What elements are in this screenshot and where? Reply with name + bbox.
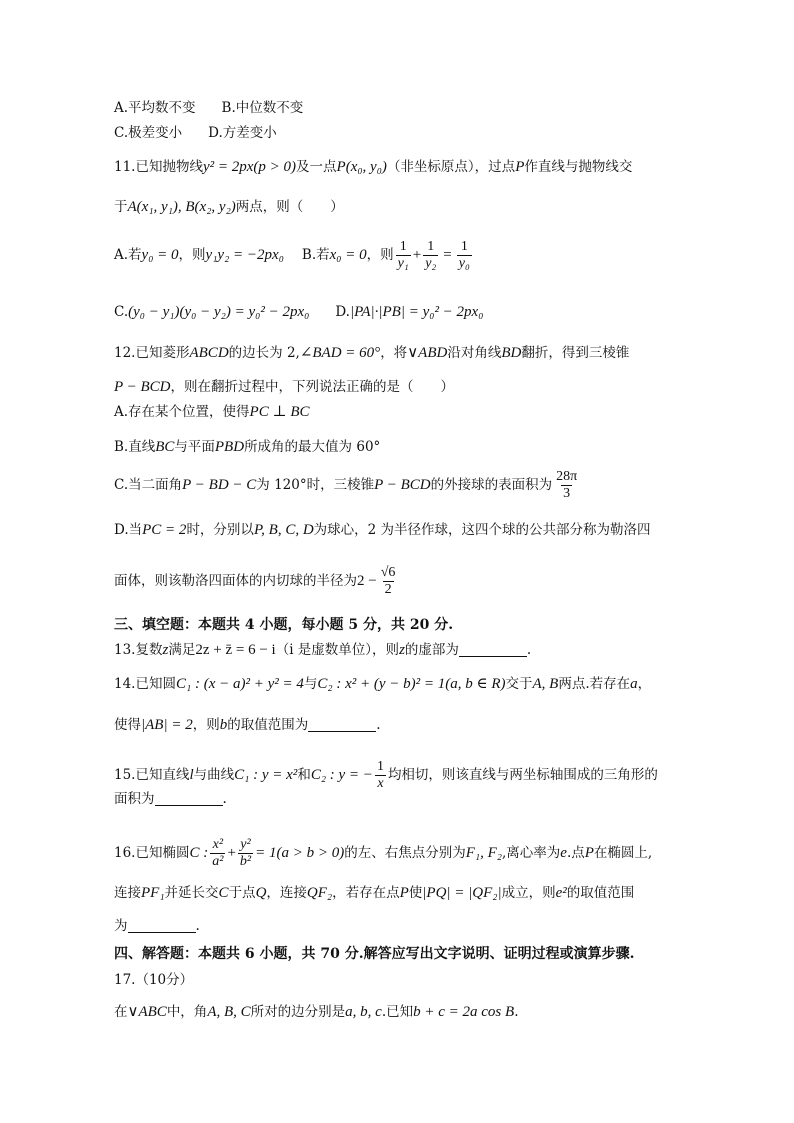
q16-line2 xyxy=(114,886,634,901)
q16-text: 于点 xyxy=(228,884,256,901)
q17-line xyxy=(114,1005,518,1020)
q16-text: 连接 xyxy=(114,884,141,901)
q13-answer-blank[interactable] xyxy=(459,644,527,657)
q15-text: 面积为 xyxy=(114,791,155,807)
q17-text: 中，角 xyxy=(166,1003,208,1020)
q16-text: ，连接 xyxy=(266,884,307,901)
q14-text: 交于 xyxy=(505,675,533,692)
q12-pbd: PBD xyxy=(214,439,245,455)
q17-text: 所对的边分别是 xyxy=(250,1003,346,1020)
q16-text: 16.已知椭圆 xyxy=(114,844,190,861)
q11-plus: + xyxy=(412,247,422,263)
q15-curve-2: C₂ : y = − xyxy=(310,767,373,783)
q11-option-b-cond: x₀ = 0 xyxy=(329,247,367,263)
q12-option-c xyxy=(114,470,581,501)
q12-option-d xyxy=(114,523,651,538)
q12-stem-line2 xyxy=(114,380,454,395)
q12-option-d-line2 xyxy=(114,566,399,597)
q16-text: 的取值范围 xyxy=(566,884,635,901)
q16-qf2: QF₂ xyxy=(306,885,333,901)
q12-points: P, B, C, D xyxy=(253,522,314,538)
q16-text: 使 xyxy=(408,884,423,901)
q10-options-row2 xyxy=(114,127,277,141)
q16-q: Q xyxy=(255,885,267,901)
q16-p: P xyxy=(584,845,594,861)
q11-text: ，则 xyxy=(366,246,394,263)
q16-e: e xyxy=(560,845,567,861)
q14-answer-blank[interactable] xyxy=(308,719,376,732)
q11-option-b-label: B.若 xyxy=(301,246,330,263)
q14-line xyxy=(114,677,651,692)
q12-fraction-area: $\frac{28\pi}{3}$ xyxy=(556,469,578,501)
q11-text: 11.已知抛物线 xyxy=(114,158,203,175)
q17-label: 17.（10分） xyxy=(114,972,194,988)
q14-text: 的取值范围为 xyxy=(227,716,309,733)
q16-fraction-y: $\frac{\text{y²}}{\text{b²}}$ xyxy=(239,837,252,869)
q12-text: 所成角的最大值为 60° xyxy=(244,438,381,455)
q12-option-b xyxy=(114,440,380,455)
q14-a: a xyxy=(630,676,638,692)
q12-text: B.直线 xyxy=(114,438,156,455)
q16-text: 成立，则 xyxy=(501,884,556,901)
q12-text: 12.已知菱形 xyxy=(114,344,190,361)
q12-text: 为 120°时，三棱锥 xyxy=(256,476,375,493)
q12-text: 面体，则该勒洛四面体的内切球的半径为 xyxy=(114,572,357,589)
q16-pf1: PF₁ xyxy=(141,885,165,901)
q10-options-row1 xyxy=(114,102,303,116)
q16-p: P xyxy=(399,885,409,901)
q16-c: C : xyxy=(189,845,209,861)
q14-text: 与 xyxy=(303,675,318,692)
q16-text: 并延长交 xyxy=(164,884,219,901)
q16-e-squared: e² xyxy=(555,885,567,901)
q12-text: 时，分别以 xyxy=(186,521,254,538)
q12-abcd: ABCD xyxy=(189,345,229,361)
q15-text: 和 xyxy=(297,766,311,783)
q12-text: D.当 xyxy=(114,521,143,538)
q16-plus: + xyxy=(227,845,236,861)
q13-text: 13.复数 xyxy=(114,641,163,658)
q14-circle-1: C₁ : (x − a)² + y² = 4 xyxy=(175,676,304,692)
q11-fraction-1: $\frac{1}{\text{y₁}}$ xyxy=(397,239,409,271)
q12-text: 的外接球的表面积为 xyxy=(430,476,553,493)
q11-option-a-label: A.若 xyxy=(114,246,142,263)
q13-text: 的虚部为 xyxy=(404,641,459,658)
q14-text: 使得 xyxy=(114,716,141,733)
q14-text: ，则 xyxy=(192,716,220,733)
q16-condition: |PQ| = |QF₂| xyxy=(422,885,502,901)
q12-bd: BD xyxy=(501,345,522,361)
q16-text: 的左、右焦点分别为 xyxy=(344,844,466,861)
q12-pc-eq: PC = 2 xyxy=(142,522,187,538)
q17-angles: A, B, C xyxy=(207,1004,251,1020)
q15-text: 均相切，则该直线与两坐标轴围成的三角形的 xyxy=(387,766,658,783)
q11-option-c-expr: (y₀ − y₁)(y₀ − y₂) = y₀² − 2px₀ xyxy=(128,304,310,320)
q12-text: 翻折，得到三棱锥 xyxy=(521,344,630,361)
q15-curve-1: C₁ : y = x² xyxy=(234,767,298,783)
q12-text: C.当二面角 xyxy=(114,476,183,493)
q15-text: 15.已知直线 xyxy=(114,766,190,783)
q15-answer-blank[interactable] xyxy=(155,793,223,806)
q16-text: .点 xyxy=(566,844,585,861)
q14-ab: A, B xyxy=(532,676,559,692)
q16-ellipse-rest: = 1(a > b > 0) xyxy=(255,845,345,861)
q11-parabola-eq: y² = 2px(p > 0) xyxy=(202,159,297,175)
q16-text: ,离心率为 xyxy=(501,844,561,861)
q17-triangle: ∨ABC xyxy=(127,1004,167,1020)
q12-pbcd: P − BCD xyxy=(114,379,171,395)
q10-option-b: B.中位数不变 xyxy=(221,100,304,116)
q11-fraction-3: $\frac{1}{\text{y₀}}$ xyxy=(458,239,470,271)
q12-text: 沿对角线 xyxy=(447,344,502,361)
q12-text: 与平面 xyxy=(174,438,215,455)
q11-options-cd xyxy=(114,305,483,320)
q15-line xyxy=(114,760,658,791)
q17-equation: b + c = 2a cos B xyxy=(413,1004,515,1020)
q16-answer-blank[interactable] xyxy=(128,920,196,933)
q13-z: z xyxy=(399,642,405,658)
q12-pbcd: P − BCD xyxy=(374,477,431,493)
q14-b: b xyxy=(219,717,228,733)
q12-fraction-radius: $\frac{√6}{2}$ xyxy=(380,565,396,597)
q14-circle-2: C₂ : x² + (y − b)² = 1(a, b ∈ R) xyxy=(317,676,506,692)
q11-text: 及一点 xyxy=(296,158,337,175)
q14-ab-eq: |AB| = 2 xyxy=(141,717,193,733)
q11-text: 作直线与抛物线交 xyxy=(524,158,633,175)
q16-foci: F₁, F₂ xyxy=(465,845,502,861)
q17-text: . xyxy=(514,1003,519,1020)
q10-option-c: C.极差变小 xyxy=(114,125,183,141)
q12-option-a-expr: PC ⊥ BC xyxy=(249,404,310,420)
q12-bc: BC xyxy=(155,439,175,455)
q12-option-a xyxy=(114,405,310,420)
q17-text: 在 xyxy=(114,1003,128,1020)
q11-option-c-label: C. xyxy=(114,303,129,320)
q15-text: 与曲线 xyxy=(193,766,235,783)
q12-text: 为球心，2 为半径作球，这四个球的公共部分称为勒洛四 xyxy=(313,521,651,538)
q13-text: （i 是虚数单位），则 xyxy=(275,641,400,658)
q12-text: ，则在翻折过程中，下列说法正确的是（ ） xyxy=(170,378,455,395)
q13-line xyxy=(114,643,531,658)
q13-equation: 2z + z̄ = 6 − i xyxy=(195,642,276,658)
q11-equals: = xyxy=(443,247,452,263)
q11-text: 两点，则（ ） xyxy=(235,198,344,215)
q11-text: ，则 xyxy=(178,246,206,263)
q16-text: . xyxy=(195,918,200,934)
q16-text: ，若存在点 xyxy=(332,884,400,901)
q15-line2 xyxy=(114,793,227,807)
q14-text: ， xyxy=(637,675,652,692)
q14-text: 两点.若存在 xyxy=(558,675,631,692)
q12-stem xyxy=(114,346,629,361)
q11-option-a-cond: y₀ = 0 xyxy=(141,247,179,263)
q11-text: （非坐标原点），过点 xyxy=(386,158,516,175)
q10-option-a: A.平均数不变 xyxy=(114,100,196,116)
q14-text: 14.已知圆 xyxy=(114,675,176,692)
q11-option-a-result: y₁y₂ = −2px₀ xyxy=(205,247,284,263)
q13-z: z xyxy=(162,642,169,658)
q14-text: . xyxy=(376,716,381,733)
q11-stem-line2 xyxy=(114,200,344,215)
q12-angle: ∠BAD = 60° xyxy=(299,345,381,361)
section-4-heading: 四、解答题：本题共 6 小题，共 70 分.解答应写出文字说明、证明过程或演算步骤. xyxy=(114,946,635,962)
q16-line xyxy=(114,838,652,869)
q15-l: l xyxy=(189,767,194,783)
q16-fraction-x: $\frac{\text{x²}}{\text{a²}}$ xyxy=(212,837,224,869)
q11-options-ab xyxy=(114,240,474,271)
q14-line2 xyxy=(114,718,381,733)
q12-dihedral: P − BD − C xyxy=(182,477,257,493)
section-3-heading: 三、填空题：本题共 4 小题，每小题 5 分，共 20 分. xyxy=(114,617,454,633)
q13-text: . xyxy=(526,641,532,658)
q11-text: 于 xyxy=(114,198,128,215)
q16-c: C xyxy=(218,885,229,901)
q11-option-d-expr: |PA|·|PB| = y₀² − 2px₀ xyxy=(349,304,484,320)
q16-text: 在椭圆上, xyxy=(593,844,653,861)
q16-line3 xyxy=(114,920,200,934)
q17-sides: a, b, c xyxy=(345,1004,382,1020)
q12-text: ，将 xyxy=(380,344,408,361)
q12-text: A.存在某个位置，使得 xyxy=(114,403,250,420)
q11-points: A(x₁, y₁), B(x₂, y₂) xyxy=(127,199,236,215)
q12-radius-two: 2 − xyxy=(357,573,377,589)
q17-text: .已知 xyxy=(381,1003,414,1020)
q11-p: P xyxy=(515,159,525,175)
q15-text: . xyxy=(222,791,227,807)
q11-point: P(x₀, y₀) xyxy=(336,159,387,175)
q13-text: 满足 xyxy=(168,641,196,658)
q12-text: 的边长为 2, xyxy=(228,344,300,361)
q10-option-d: D.方差变小 xyxy=(208,125,277,141)
q11-option-d-label: D. xyxy=(335,303,350,320)
q11-fraction-2: $\frac{1}{\text{y₂}}$ xyxy=(425,239,437,271)
q11-stem xyxy=(114,160,632,175)
q15-fraction: $\frac{1}{x}$ xyxy=(376,759,384,791)
q12-triangle: ∨ABD xyxy=(407,345,448,361)
q16-text: 为 xyxy=(114,918,128,934)
